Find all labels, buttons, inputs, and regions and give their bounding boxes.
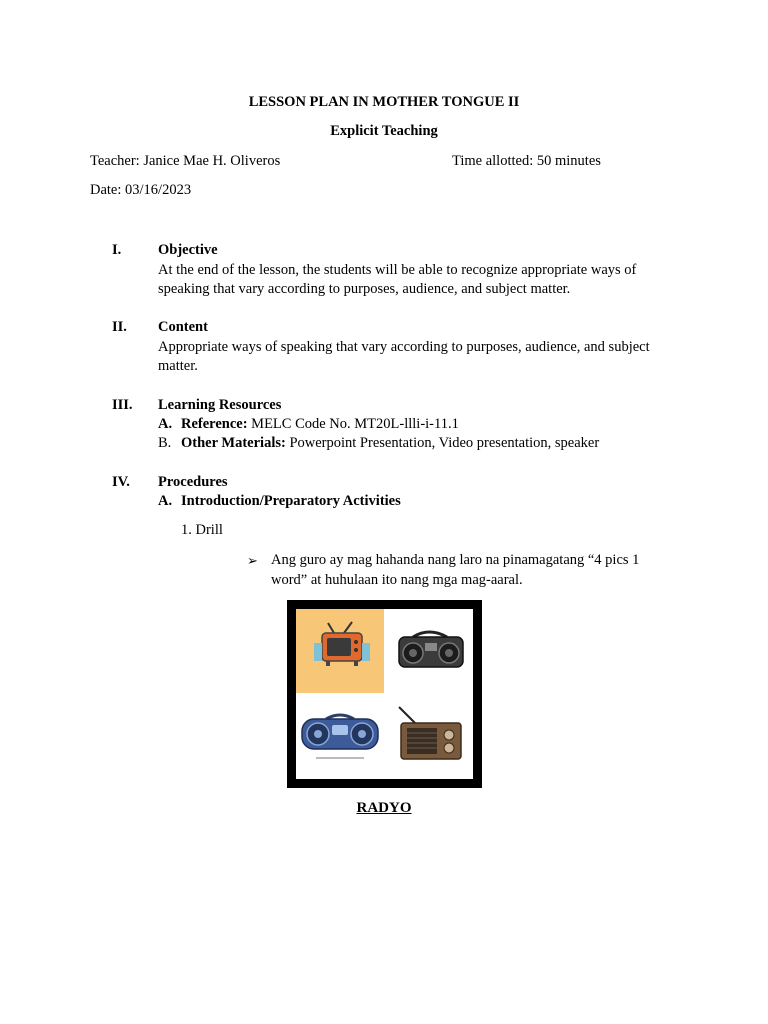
resource-materials-text: Powerpoint Presentation, Video presentation, speaker: [285, 435, 600, 451]
four-pics-grid: [296, 609, 473, 779]
procedure-drill: 1. Drill: [181, 522, 223, 538]
four-pics-frame: [287, 600, 482, 788]
tv-icon: [296, 609, 384, 693]
page-subtitle: Explicit Teaching: [330, 123, 438, 139]
section-heading-objective: Objective: [158, 242, 218, 258]
resource-materials-label: Other Materials:: [181, 435, 286, 451]
section-number-objective: I.: [112, 242, 122, 258]
answer-word: RADYO: [356, 800, 412, 816]
section-heading-procedures: Procedures: [158, 474, 228, 490]
objective-line-1: At the end of the lesson, the students will be able to recognize appropriate ways of: [158, 262, 637, 278]
procedure-letter-a: A.: [158, 493, 173, 509]
radio-icon: [385, 695, 473, 779]
page-title: LESSON PLAN IN MOTHER TONGUE II: [248, 94, 520, 110]
procedure-intro: Introduction/Preparatory Activities: [181, 493, 401, 509]
radio-cell: [385, 695, 473, 779]
section-number-resources: III.: [112, 397, 133, 413]
cd-player-cell: [296, 695, 384, 779]
resource-reference-label: Reference:: [181, 416, 248, 432]
teacher-name: Teacher: Janice Mae H. Oliveros: [90, 153, 281, 169]
cd-player-icon: [296, 695, 384, 779]
resource-letter-b: B.: [158, 435, 172, 451]
section-heading-content: Content: [158, 319, 208, 335]
content-line-2: matter.: [158, 358, 198, 374]
objective-line-2: speaking that vary according to purposes, audience, and subject matter.: [158, 281, 571, 297]
boombox-icon: [385, 609, 473, 693]
content-line-1: Appropriate ways of speaking that vary according to purposes, audience, and subject: [158, 339, 650, 355]
time-allotted: Time allotted: 50 minutes: [452, 153, 601, 169]
resource-letter-a: A.: [158, 416, 173, 432]
resource-reference-text: MELC Code No. MT20L-llli-i-11.1: [247, 416, 459, 432]
resource-reference: [181, 416, 459, 433]
bullet-line-2: word” at huhulaan ito nang mga mag-aaral.: [271, 572, 523, 588]
section-heading-resources: Learning Resources: [158, 397, 282, 413]
boombox-cell: [385, 609, 473, 693]
bullet-arrow-icon: ➢: [247, 553, 258, 568]
tv-cell: [296, 609, 384, 693]
section-number-procedures: IV.: [112, 474, 130, 490]
bullet-line-1: Ang guro ay mag hahanda nang laro na pinamagatang “4 pics 1: [271, 552, 640, 568]
lesson-date: Date: 03/16/2023: [90, 182, 192, 198]
section-number-content: II.: [112, 319, 127, 335]
resource-materials: [181, 435, 599, 452]
